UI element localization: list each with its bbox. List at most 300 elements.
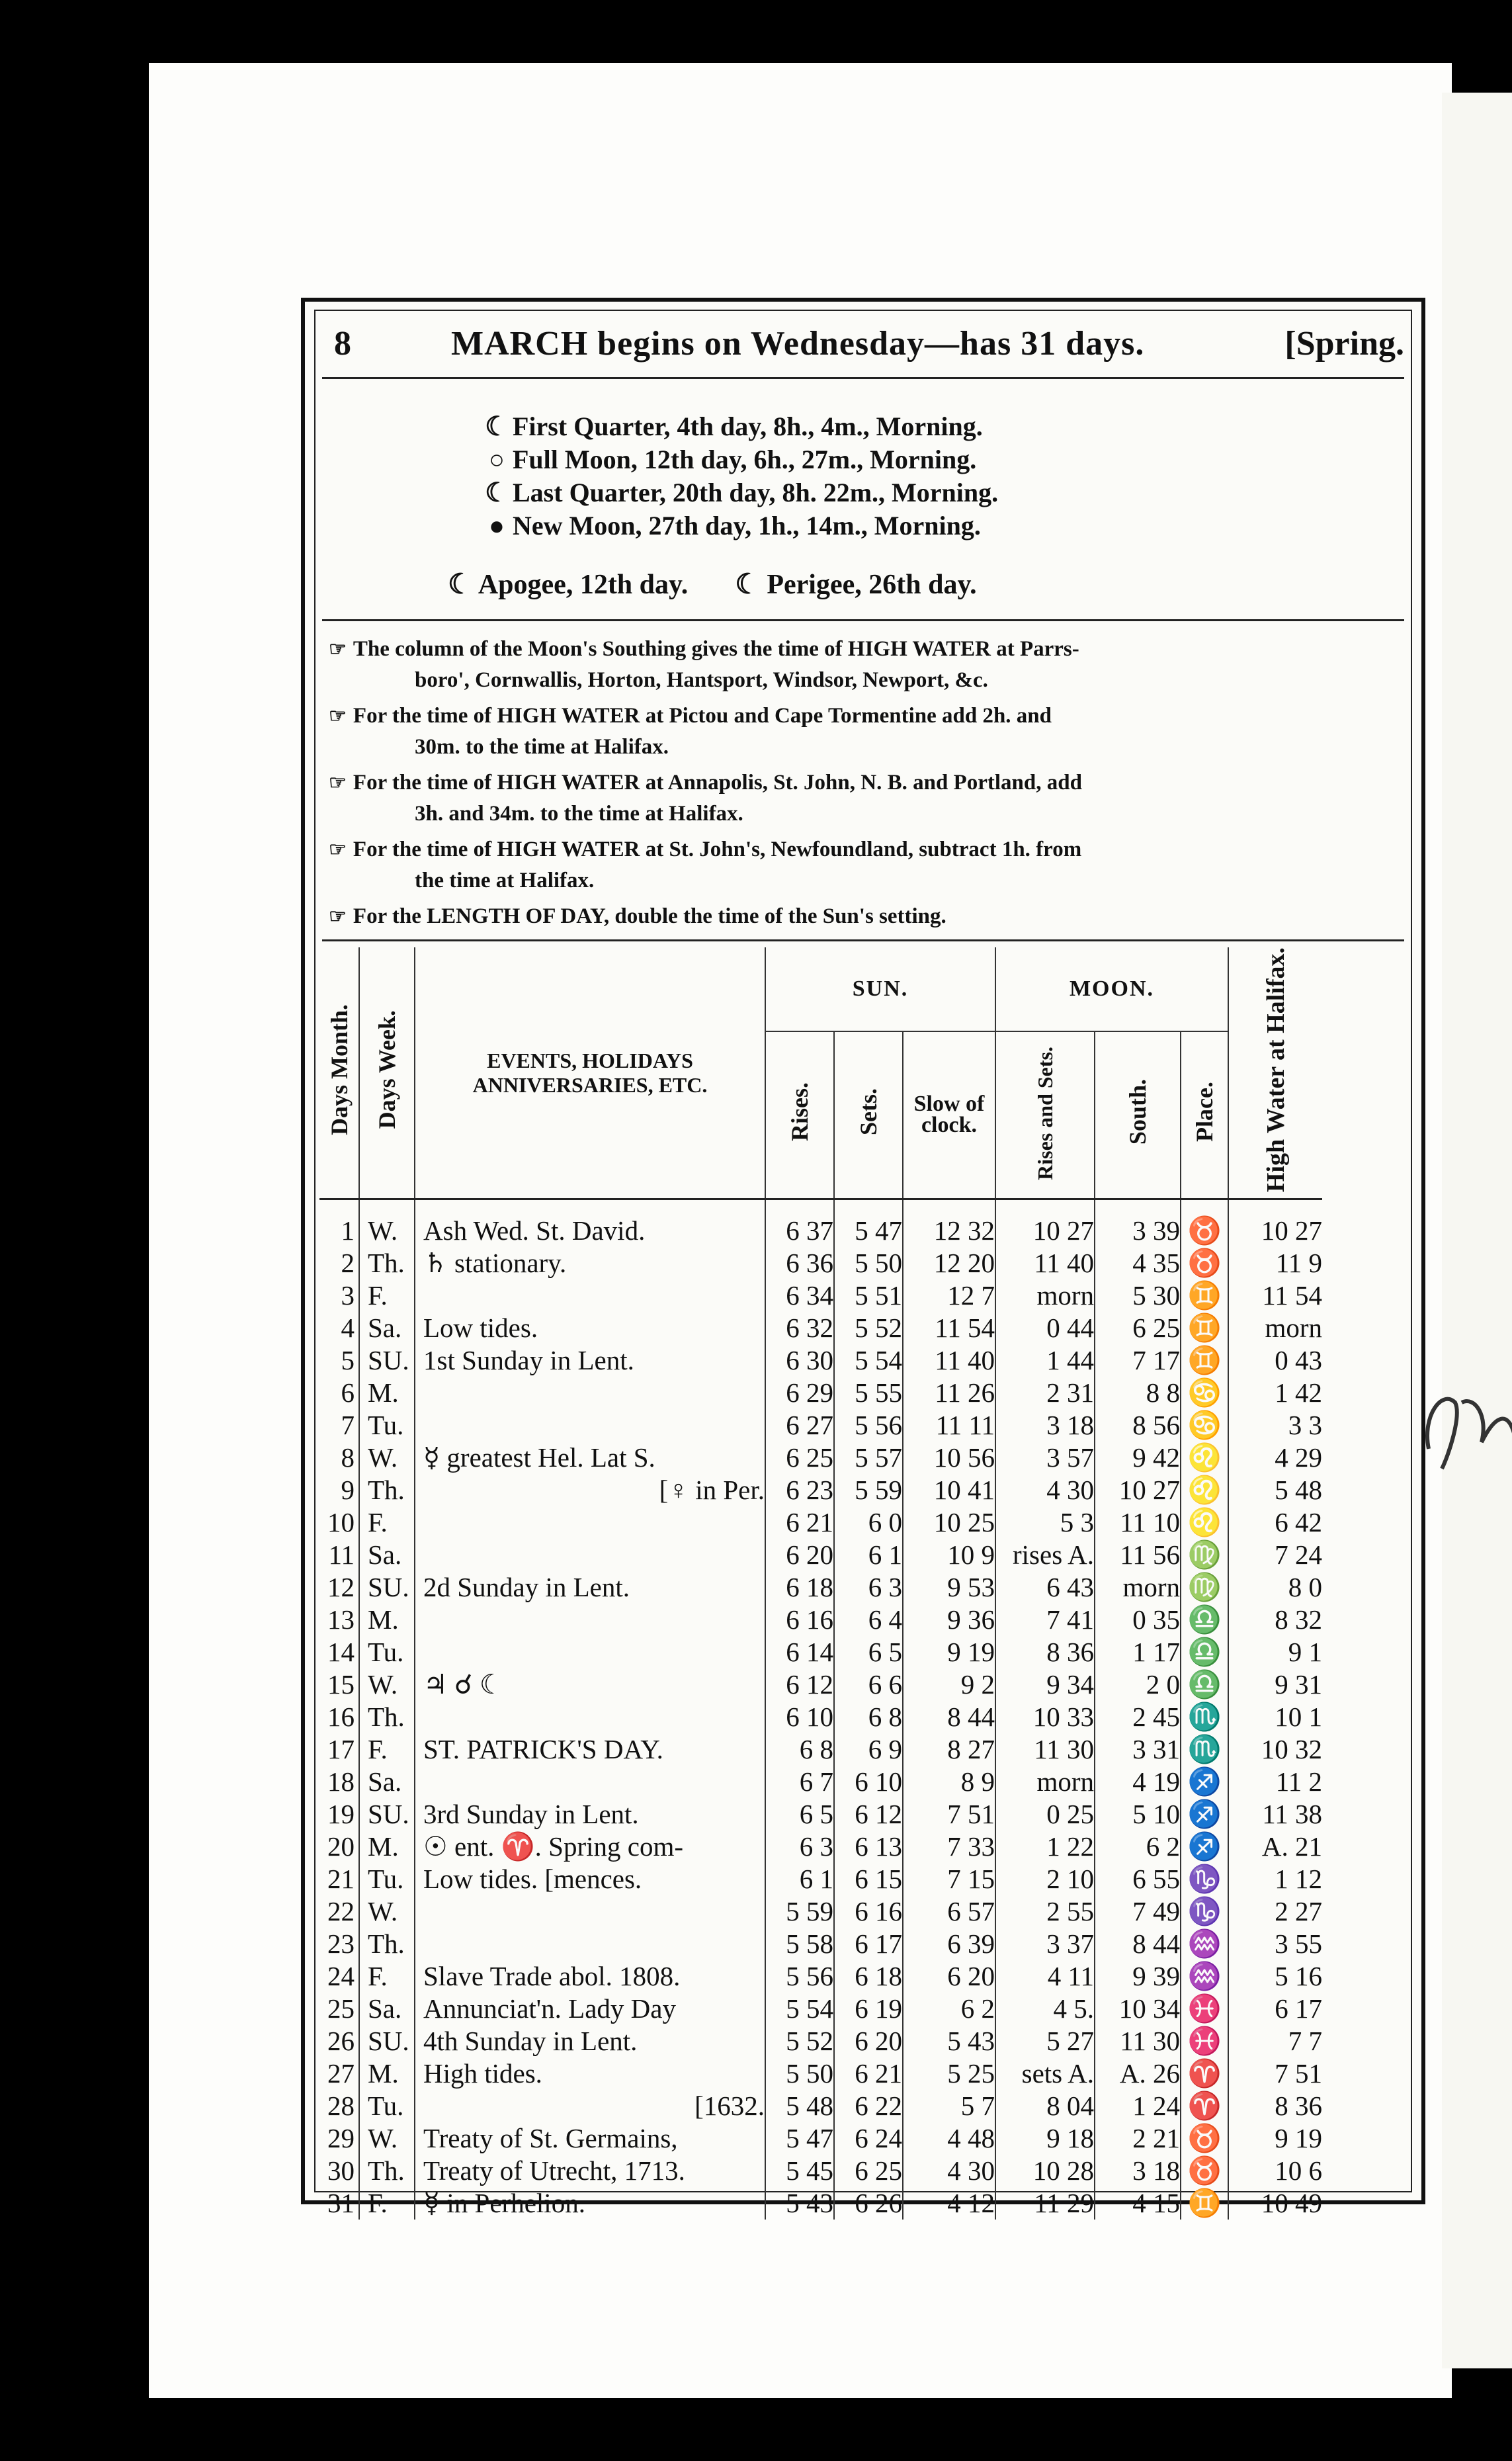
pointing-hand-icon: ☞ <box>329 705 347 727</box>
table-row <box>319 1928 1322 1960</box>
note-line: For the time of HIGH WATER at St. John's, Newfoundland, subtract 1h. from <box>353 838 1082 861</box>
sun-sets-cell: 6 21 <box>834 2057 903 2090</box>
table-row <box>319 2122 1322 2155</box>
table-row <box>319 1831 1322 1863</box>
sun-sets-cell: 5 55 <box>834 1377 903 1409</box>
table-row <box>319 1377 1322 1409</box>
table-row <box>319 2155 1322 2187</box>
high-water-cell: 8 36 <box>1228 2090 1322 2122</box>
sun-rises-cell: 5 58 <box>765 1928 834 1960</box>
sun-rises-cell: 6 23 <box>765 1474 834 1506</box>
note-line-continued: 30m. to the time at Halifax. <box>415 735 669 759</box>
season-label: [Spring. <box>1284 325 1404 363</box>
day-of-month-cell: 10 <box>327 1507 355 1538</box>
sun-sets-cell: 5 52 <box>834 1312 903 1344</box>
sun-rises-cell: 5 48 <box>765 2090 834 2122</box>
table-row <box>319 1636 1322 1668</box>
header-sun-sets: Sets. <box>834 1031 903 1199</box>
moon-rises-sets-cell: 9 18 <box>995 2122 1095 2155</box>
header-rule <box>322 377 1404 379</box>
slow-of-clock-cell: 8 27 <box>903 1733 995 1766</box>
event-cell: ST. PATRICK'S DAY. <box>415 1733 765 1766</box>
moon-rises-sets-cell: 2 31 <box>995 1377 1095 1409</box>
moon-place-cell: ♌ <box>1181 1474 1228 1506</box>
table-row <box>319 1474 1322 1506</box>
moon-rises-sets-cell: 10 33 <box>995 1701 1095 1733</box>
day-of-month-cell: 27 <box>327 2058 355 2089</box>
table-row <box>319 1993 1322 2025</box>
sun-sets-cell: 6 13 <box>834 1831 903 1863</box>
moon-rises-sets-cell: 1 22 <box>995 1831 1095 1863</box>
moon-phase-line <box>481 476 1275 509</box>
moon-south-cell: 6 55 <box>1095 1863 1181 1895</box>
table-row <box>319 2025 1322 2057</box>
moon-phase-line <box>481 410 1275 443</box>
apogee-text: Apogee, 12th day. <box>478 570 689 600</box>
slow-of-clock-cell: 4 30 <box>903 2155 995 2187</box>
day-of-week-cell: Tu. <box>359 2090 415 2122</box>
sun-sets-cell: 5 59 <box>834 1474 903 1506</box>
day-of-month-cell: 15 <box>327 1669 355 1700</box>
moon-rises-sets-cell: rises A. <box>995 1539 1095 1571</box>
sun-rises-cell: 5 56 <box>765 1960 834 1993</box>
moon-south-cell: 3 18 <box>1095 2155 1181 2187</box>
day-of-week-cell: M. <box>359 1604 415 1636</box>
slow-of-clock-cell: 12 32 <box>903 1215 995 1247</box>
high-water-cell: 11 2 <box>1228 1766 1322 1798</box>
day-of-week-cell: W. <box>359 1895 415 1928</box>
sun-rises-cell: 6 21 <box>765 1506 834 1539</box>
slow-of-clock-cell: 8 44 <box>903 1701 995 1733</box>
moon-phase-line <box>481 443 1275 476</box>
high-water-cell: 5 16 <box>1228 1960 1322 1993</box>
slow-of-clock-cell: 10 9 <box>903 1539 995 1571</box>
moon-rises-sets-cell: sets A. <box>995 2057 1095 2090</box>
sun-sets-cell: 6 16 <box>834 1895 903 1928</box>
adjacent-page-edge <box>1442 93 1512 2368</box>
note-line: For the LENGTH OF DAY, double the time of the Sun's setting. <box>353 904 946 928</box>
day-of-month-cell: 5 <box>341 1345 355 1376</box>
day-of-month-cell: 12 <box>327 1572 355 1603</box>
moon-place-cell: ♋ <box>1181 1409 1228 1442</box>
event-cell: ♄ stationary. <box>415 1247 765 1279</box>
event-cell: ☿ in Perhelion. <box>415 2187 765 2220</box>
high-water-cell: 0 43 <box>1228 1344 1322 1377</box>
high-water-cell: 4 29 <box>1228 1442 1322 1474</box>
high-water-cell: 3 55 <box>1228 1928 1322 1960</box>
event-cell: Treaty of Utrecht, 1713. <box>415 2155 765 2187</box>
high-water-cell: morn <box>1228 1312 1322 1344</box>
high-water-cell: 1 12 <box>1228 1863 1322 1895</box>
moon-south-cell: 3 39 <box>1095 1215 1181 1247</box>
moon-place-cell: ♉ <box>1181 2155 1228 2187</box>
day-of-month-cell: 23 <box>327 1928 355 1960</box>
sun-sets-cell: 6 12 <box>834 1798 903 1831</box>
event-cell: 4th Sunday in Lent. <box>415 2025 765 2057</box>
sun-sets-cell: 6 10 <box>834 1766 903 1798</box>
sun-rises-cell: 6 14 <box>765 1636 834 1668</box>
day-of-month-cell: 24 <box>327 1961 355 1992</box>
sun-rises-cell: 5 50 <box>765 2057 834 2090</box>
table-row <box>319 1344 1322 1377</box>
sun-sets-cell: 6 4 <box>834 1604 903 1636</box>
moon-place-cell: ♊ <box>1181 1312 1228 1344</box>
high-water-cell: 9 31 <box>1228 1668 1322 1701</box>
moon-place-cell: ♏ <box>1181 1733 1228 1766</box>
table-row <box>319 1506 1322 1539</box>
slow-of-clock-cell: 9 19 <box>903 1636 995 1668</box>
sun-sets-cell: 6 8 <box>834 1701 903 1733</box>
high-water-cell: 10 6 <box>1228 2155 1322 2187</box>
moon-south-cell: 5 30 <box>1095 1279 1181 1312</box>
moon-place-cell: ♎ <box>1181 1668 1228 1701</box>
high-water-cell: 7 24 <box>1228 1539 1322 1571</box>
slow-of-clock-cell: 10 41 <box>903 1474 995 1506</box>
crescent-icon: ☾ <box>735 570 760 600</box>
slow-of-clock-cell: 12 20 <box>903 1247 995 1279</box>
moon-south-cell: 2 21 <box>1095 2122 1181 2155</box>
day-of-week-cell: M. <box>359 1831 415 1863</box>
moon-phase-icon: ☾ <box>485 411 509 441</box>
slow-of-clock-cell: 11 26 <box>903 1377 995 1409</box>
sun-rises-cell: 6 29 <box>765 1377 834 1409</box>
pointing-hand-icon: ☞ <box>329 906 347 928</box>
header-high-water: High Water at Halifax. <box>1228 947 1322 1199</box>
table-row <box>319 1798 1322 1831</box>
high-water-cell: 10 27 <box>1228 1215 1322 1247</box>
day-of-month-cell: 2 <box>341 1248 355 1279</box>
table-row <box>319 1442 1322 1474</box>
day-of-month-cell: 26 <box>327 2026 355 2057</box>
table-row <box>319 1247 1322 1279</box>
slow-of-clock-cell: 9 36 <box>903 1604 995 1636</box>
moon-place-cell: ♌ <box>1181 1442 1228 1474</box>
moon-place-cell: ♐ <box>1181 1766 1228 1798</box>
moon-rises-sets-cell: 5 3 <box>995 1506 1095 1539</box>
header-moon-rises-sets: Rises and Sets. <box>995 1031 1095 1199</box>
event-cell <box>415 1604 765 1636</box>
moon-place-cell: ♒ <box>1181 1928 1228 1960</box>
sun-sets-cell: 6 6 <box>834 1668 903 1701</box>
day-of-week-cell: F. <box>359 1960 415 1993</box>
note-line: The column of the Moon's Southing gives the time of HIGH WATER at Parrs- <box>353 637 1079 661</box>
high-water-cell: 1 42 <box>1228 1377 1322 1409</box>
day-of-month-cell: 31 <box>327 2188 355 2219</box>
day-of-month-cell: 11 <box>328 1539 355 1571</box>
sun-sets-cell: 6 20 <box>834 2025 903 2057</box>
high-water-note <box>329 901 1398 932</box>
day-of-month-cell: 17 <box>327 1734 355 1765</box>
event-cell <box>415 1766 765 1798</box>
day-of-week-cell: SU. <box>359 1571 415 1604</box>
moon-place-cell: ♉ <box>1181 2122 1228 2155</box>
sun-sets-cell: 5 47 <box>834 1215 903 1247</box>
day-of-week-cell: M. <box>359 1377 415 1409</box>
moon-south-cell: 11 30 <box>1095 2025 1181 2057</box>
moon-place-cell: ♏ <box>1181 1701 1228 1733</box>
sun-sets-cell: 6 22 <box>834 2090 903 2122</box>
sun-rises-cell: 6 36 <box>765 1247 834 1279</box>
high-water-cell: 3 3 <box>1228 1409 1322 1442</box>
event-cell <box>415 1701 765 1733</box>
moon-phase-text: First Quarter, 4th day, 8h., 4m., Morning. <box>513 411 983 441</box>
moon-south-cell: 5 10 <box>1095 1798 1181 1831</box>
moon-phase-icon: ● <box>488 511 505 540</box>
event-cell: [♀ in Per. <box>415 1474 765 1506</box>
sun-sets-cell: 6 19 <box>834 1993 903 2025</box>
table-row <box>319 2187 1322 2220</box>
table-row <box>319 1701 1322 1733</box>
slow-of-clock-cell: 10 25 <box>903 1506 995 1539</box>
day-of-week-cell: Sa. <box>359 1766 415 1798</box>
high-water-note <box>329 767 1398 829</box>
day-of-month-cell: 13 <box>327 1604 355 1635</box>
high-water-cell: 10 1 <box>1228 1701 1322 1733</box>
day-of-week-cell: W. <box>359 1215 415 1247</box>
day-of-month-cell: 28 <box>327 2091 355 2122</box>
high-water-cell: 10 49 <box>1228 2187 1322 2220</box>
handwritten-mark <box>1415 1376 1512 1475</box>
moon-rises-sets-cell: 11 29 <box>995 2187 1095 2220</box>
sun-rises-cell: 6 20 <box>765 1539 834 1571</box>
sun-sets-cell: 6 0 <box>834 1506 903 1539</box>
note-line-continued: boro', Cornwallis, Horton, Hantsport, Windsor, Newport, &c. <box>415 668 988 692</box>
day-of-month-cell: 9 <box>341 1475 355 1506</box>
high-water-cell: 10 32 <box>1228 1733 1322 1766</box>
moon-south-cell: 0 35 <box>1095 1604 1181 1636</box>
sun-sets-cell: 6 1 <box>834 1539 903 1571</box>
day-of-week-cell: Tu. <box>359 1863 415 1895</box>
sun-sets-cell: 6 25 <box>834 2155 903 2187</box>
table-row <box>319 1960 1322 1993</box>
sun-sets-cell: 6 9 <box>834 1733 903 1766</box>
moon-south-cell: 9 39 <box>1095 1960 1181 1993</box>
moon-south-cell: 10 34 <box>1095 1993 1181 2025</box>
day-of-week-cell: F. <box>359 1279 415 1312</box>
sun-rises-cell: 5 54 <box>765 1993 834 2025</box>
moon-phase-text: Last Quarter, 20th day, 8h. 22m., Morning. <box>513 478 999 507</box>
event-cell: 2d Sunday in Lent. <box>415 1571 765 1604</box>
slow-of-clock-cell: 6 39 <box>903 1928 995 1960</box>
crescent-icon: ☾ <box>448 570 473 600</box>
sun-sets-cell: 6 5 <box>834 1636 903 1668</box>
moon-south-cell: A. 26 <box>1095 2057 1181 2090</box>
pointing-hand-icon: ☞ <box>329 772 347 794</box>
event-cell: Ash Wed. St. David. <box>415 1215 765 1247</box>
day-of-week-cell: W. <box>359 1668 415 1701</box>
moon-south-cell: 8 44 <box>1095 1928 1181 1960</box>
header-days-month: Days Month. <box>319 947 359 1199</box>
event-cell: Treaty of St. Germains, <box>415 2122 765 2155</box>
sun-rises-cell: 5 59 <box>765 1895 834 1928</box>
sun-rises-cell: 6 27 <box>765 1409 834 1442</box>
event-cell: 3rd Sunday in Lent. <box>415 1798 765 1831</box>
moon-south-cell: 4 35 <box>1095 1247 1181 1279</box>
moon-rises-sets-cell: 0 25 <box>995 1798 1095 1831</box>
table-row <box>319 1539 1322 1571</box>
note-line: For the time of HIGH WATER at Annapolis, St. John, N. B. and Portland, add <box>353 771 1082 795</box>
moon-south-cell: 3 31 <box>1095 1733 1181 1766</box>
almanac-page <box>301 298 1425 2219</box>
slow-of-clock-cell: 10 56 <box>903 1442 995 1474</box>
slow-of-clock-cell: 11 54 <box>903 1312 995 1344</box>
slow-of-clock-cell: 8 9 <box>903 1766 995 1798</box>
sun-sets-cell: 6 24 <box>834 2122 903 2155</box>
sun-sets-cell: 5 50 <box>834 1247 903 1279</box>
high-water-cell: 5 48 <box>1228 1474 1322 1506</box>
slow-of-clock-cell: 4 48 <box>903 2122 995 2155</box>
event-cell <box>415 1409 765 1442</box>
moon-south-cell: 4 15 <box>1095 2187 1181 2220</box>
high-water-cell: 9 19 <box>1228 2122 1322 2155</box>
moon-rises-sets-cell: 4 11 <box>995 1960 1095 1993</box>
moon-rises-sets-cell: 3 57 <box>995 1442 1095 1474</box>
page-header <box>315 319 1411 372</box>
high-water-cell: 8 32 <box>1228 1604 1322 1636</box>
day-of-week-cell: SU. <box>359 1344 415 1377</box>
moon-rises-sets-cell: 11 30 <box>995 1733 1095 1766</box>
day-of-week-cell: W. <box>359 1442 415 1474</box>
moon-place-cell: ♐ <box>1181 1831 1228 1863</box>
sun-rises-cell: 5 47 <box>765 2122 834 2155</box>
moon-place-cell: ♉ <box>1181 1247 1228 1279</box>
day-of-month-cell: 14 <box>327 1637 355 1668</box>
table-row <box>319 1895 1322 1928</box>
event-cell: Slave Trade abol. 1808. <box>415 1960 765 1993</box>
day-of-week-cell: Sa. <box>359 1312 415 1344</box>
moon-rises-sets-cell: 7 41 <box>995 1604 1095 1636</box>
day-of-week-cell: Th. <box>359 1928 415 1960</box>
sun-sets-cell: 5 54 <box>834 1344 903 1377</box>
moon-phase-text: New Moon, 27th day, 1h., 14m., Morning. <box>513 511 981 540</box>
high-water-note <box>329 834 1398 896</box>
note-line-continued: the time at Halifax. <box>415 869 595 892</box>
moon-place-cell: ♊ <box>1181 1344 1228 1377</box>
moon-rises-sets-cell: 1 44 <box>995 1344 1095 1377</box>
pointing-hand-icon: ☞ <box>329 638 347 660</box>
header-sun-rises: Rises. <box>765 1031 834 1199</box>
page-number: 8 <box>334 325 351 363</box>
day-of-month-cell: 25 <box>327 1993 355 2024</box>
sun-rises-cell: 6 7 <box>765 1766 834 1798</box>
header-moon: MOON. <box>995 947 1228 1031</box>
almanac-table <box>319 947 1322 2220</box>
moon-place-cell: ♈ <box>1181 2057 1228 2090</box>
high-water-notes <box>329 634 1398 937</box>
event-cell <box>415 1928 765 1960</box>
moon-place-cell: ♌ <box>1181 1506 1228 1539</box>
day-of-week-cell: M. <box>359 2057 415 2090</box>
moon-place-cell: ♉ <box>1181 1215 1228 1247</box>
sun-sets-cell: 5 51 <box>834 1279 903 1312</box>
day-of-week-cell: SU. <box>359 2025 415 2057</box>
slow-of-clock-cell: 5 43 <box>903 2025 995 2057</box>
moon-south-cell: 2 0 <box>1095 1668 1181 1701</box>
header-sun: SUN. <box>765 947 995 1031</box>
day-of-month-cell: 29 <box>327 2123 355 2154</box>
slow-of-clock-cell: 6 20 <box>903 1960 995 1993</box>
slow-of-clock-cell: 5 7 <box>903 2090 995 2122</box>
sun-rises-cell: 6 12 <box>765 1668 834 1701</box>
event-cell: 1st Sunday in Lent. <box>415 1344 765 1377</box>
moon-rises-sets-cell: 2 55 <box>995 1895 1095 1928</box>
high-water-note <box>329 701 1398 762</box>
moon-rises-sets-cell: 10 28 <box>995 2155 1095 2187</box>
day-of-week-cell: Th. <box>359 1701 415 1733</box>
moon-phase-line <box>481 509 1275 542</box>
moon-south-cell: 7 17 <box>1095 1344 1181 1377</box>
day-of-week-cell: Th. <box>359 1247 415 1279</box>
header-moon-place: Place. <box>1181 1031 1228 1199</box>
table-top-rule <box>322 939 1404 941</box>
moon-rises-sets-cell: 9 34 <box>995 1668 1095 1701</box>
high-water-note <box>329 634 1398 695</box>
day-of-week-cell: Th. <box>359 1474 415 1506</box>
day-of-month-cell: 8 <box>341 1442 355 1473</box>
moon-south-cell: 8 8 <box>1095 1377 1181 1409</box>
moon-south-cell: 1 17 <box>1095 1636 1181 1668</box>
note-line: For the time of HIGH WATER at Pictou and Cape Tormentine add 2h. and <box>353 704 1052 728</box>
slow-of-clock-cell: 7 51 <box>903 1798 995 1831</box>
moon-rises-sets-cell: morn <box>995 1279 1095 1312</box>
moon-phase-text: Full Moon, 12th day, 6h., 27m., Morning. <box>513 445 977 474</box>
page-title: MARCH begins on Wednesday—has 31 days. <box>451 325 1145 363</box>
moon-rises-sets-cell: 8 36 <box>995 1636 1095 1668</box>
pointing-hand-icon: ☞ <box>329 839 347 861</box>
table-row <box>319 1863 1322 1895</box>
moon-place-cell: ♎ <box>1181 1636 1228 1668</box>
table-row <box>319 1312 1322 1344</box>
moon-south-cell: 11 56 <box>1095 1539 1181 1571</box>
table-row <box>319 1733 1322 1766</box>
slow-of-clock-cell: 9 53 <box>903 1571 995 1604</box>
event-cell <box>415 1377 765 1409</box>
high-water-cell: 7 7 <box>1228 2025 1322 2057</box>
sun-rises-cell: 6 30 <box>765 1344 834 1377</box>
sun-sets-cell: 6 15 <box>834 1863 903 1895</box>
sun-rises-cell: 6 3 <box>765 1831 834 1863</box>
slow-of-clock-cell: 4 12 <box>903 2187 995 2220</box>
day-of-month-cell: 6 <box>341 1377 355 1408</box>
high-water-cell: 9 1 <box>1228 1636 1322 1668</box>
moon-rises-sets-cell: 2 10 <box>995 1863 1095 1895</box>
event-cell <box>415 1279 765 1312</box>
perigee-text: Perigee, 26th day. <box>767 570 977 600</box>
moon-place-cell: ♐ <box>1181 1798 1228 1831</box>
slow-of-clock-cell: 7 15 <box>903 1863 995 1895</box>
moon-place-cell: ♊ <box>1181 1279 1228 1312</box>
moon-rises-sets-cell: 8 04 <box>995 2090 1095 2122</box>
event-cell <box>415 1539 765 1571</box>
table-row <box>319 1571 1322 1604</box>
event-cell: High tides. <box>415 2057 765 2090</box>
day-of-month-cell: 19 <box>327 1799 355 1830</box>
table-row <box>319 1766 1322 1798</box>
table-row <box>319 1409 1322 1442</box>
sun-sets-cell: 6 3 <box>834 1571 903 1604</box>
moon-place-cell: ♑ <box>1181 1863 1228 1895</box>
moon-rises-sets-cell: morn <box>995 1766 1095 1798</box>
page-inner-frame <box>314 310 1412 2219</box>
moon-phase-icon: ☾ <box>485 478 509 507</box>
moon-place-cell: ♋ <box>1181 1377 1228 1409</box>
sun-rises-cell: 6 34 <box>765 1279 834 1312</box>
high-water-cell: A. 21 <box>1228 1831 1322 1863</box>
sun-rises-cell: 5 45 <box>765 2155 834 2187</box>
table-row <box>319 2057 1322 2090</box>
sun-rises-cell: 6 37 <box>765 1215 834 1247</box>
day-of-week-cell: Sa. <box>359 1993 415 2025</box>
